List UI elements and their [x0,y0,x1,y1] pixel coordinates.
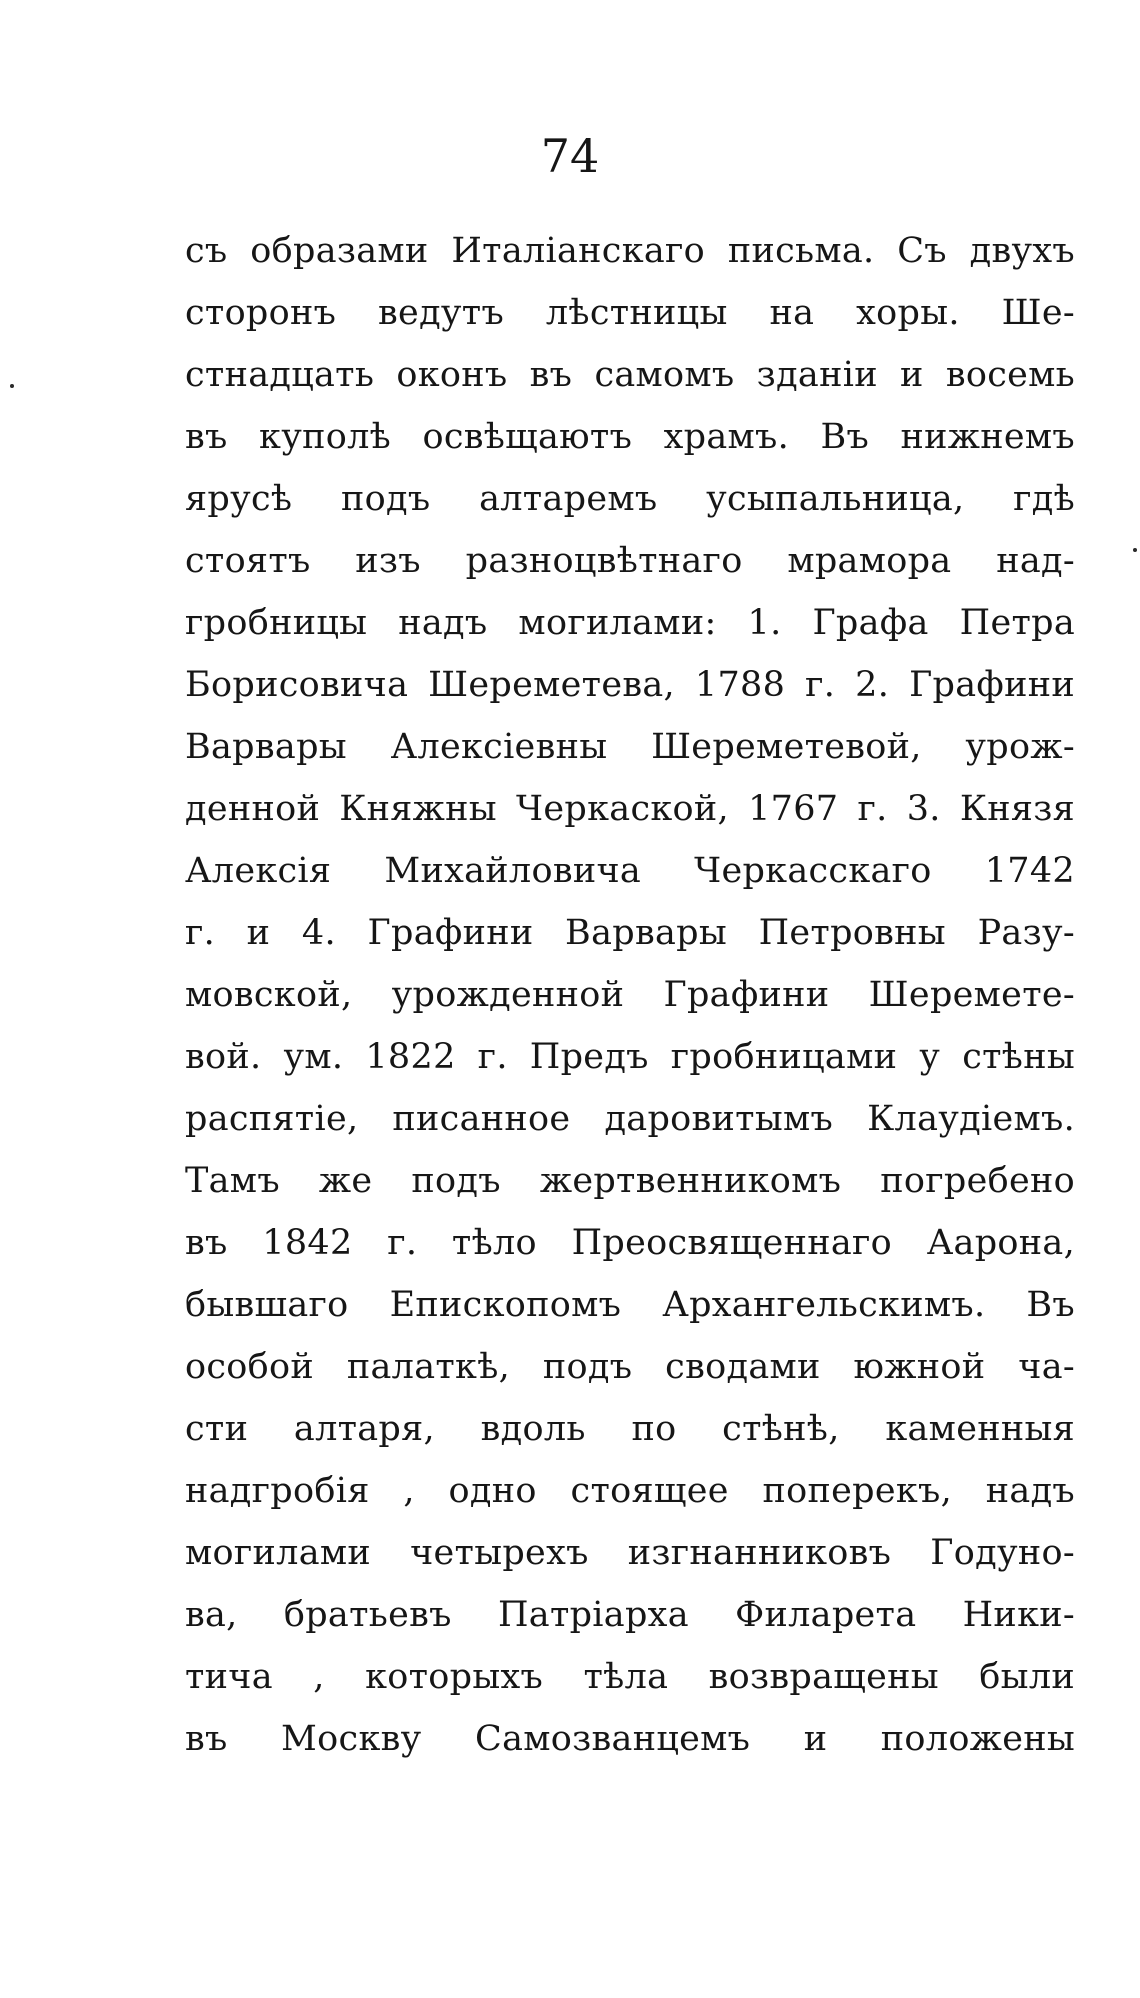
text-line: въ куполѣ освѣщаютъ храмъ. Въ нижнемъ [185,417,1075,457]
text-line: стнадцать оконъ въ самомъ зданіи и восемь [185,355,1075,395]
text-line: съ образами Италіанскаго письма. Съ двухъ [185,231,1075,271]
text-line: могилами четырехъ изгнанниковъ Годуно- [185,1533,1075,1573]
text-line: сторонъ ведутъ лѣстницы на хоры. Ше- [185,293,1075,333]
text-line: мовской, урожденной Графини Шеремете- [185,975,1075,1015]
text-line: бывшаго Епископомъ Архангельскимъ. Въ [185,1285,1075,1325]
scan-speck [1133,548,1137,552]
text-line: стоятъ изъ разноцвѣтнаго мрамора над- [185,541,1075,581]
text-line: надгробія , одно стоящее поперекъ, надъ [185,1471,1075,1511]
text-line: денной Княжны Черкаской, 1767 г. 3. Князя [185,789,1075,829]
text-line: ва, братьевъ Патріарха Филарета Ники- [185,1595,1075,1635]
text-line: въ 1842 г. тѣло Преосвященнаго Аарона, [185,1223,1075,1263]
text-line: вой. ум. 1822 г. Предъ гробницами у стѣны [185,1037,1075,1077]
text-line: Варвары Алексіевны Шереметевой, урож- [185,727,1075,767]
page-number: 74 [540,129,600,183]
text-line: сти алтаря, вдоль по стѣнѣ, каменныя [185,1409,1075,1449]
text-line: распятіе, писанное даровитымъ Клаудіемъ. [185,1099,1075,1139]
text-line: особой палаткѣ, подъ сводами южной ча- [185,1347,1075,1387]
text-line: гробницы надъ могилами: 1. Графа Петра [185,603,1075,643]
text-line: Тамъ же подъ жертвенникомъ погребено [185,1161,1075,1201]
text-line: въ Москву Самозванцемъ и положены [185,1719,1075,1759]
scan-speck [10,384,14,388]
text-line: Алексія Михайловича Черкасскаго 1742 [185,851,1075,891]
text-line: тича , которыхъ тѣла возвращены были [185,1657,1075,1697]
text-line: ярусѣ подъ алтаремъ усыпальница, гдѣ [185,479,1075,519]
body-text [185,220,1075,1770]
text-line: г. и 4. Графини Варвары Петровны Разу- [185,913,1075,953]
text-line: Борисовича Шереметева, 1788 г. 2. Графини [185,665,1075,705]
